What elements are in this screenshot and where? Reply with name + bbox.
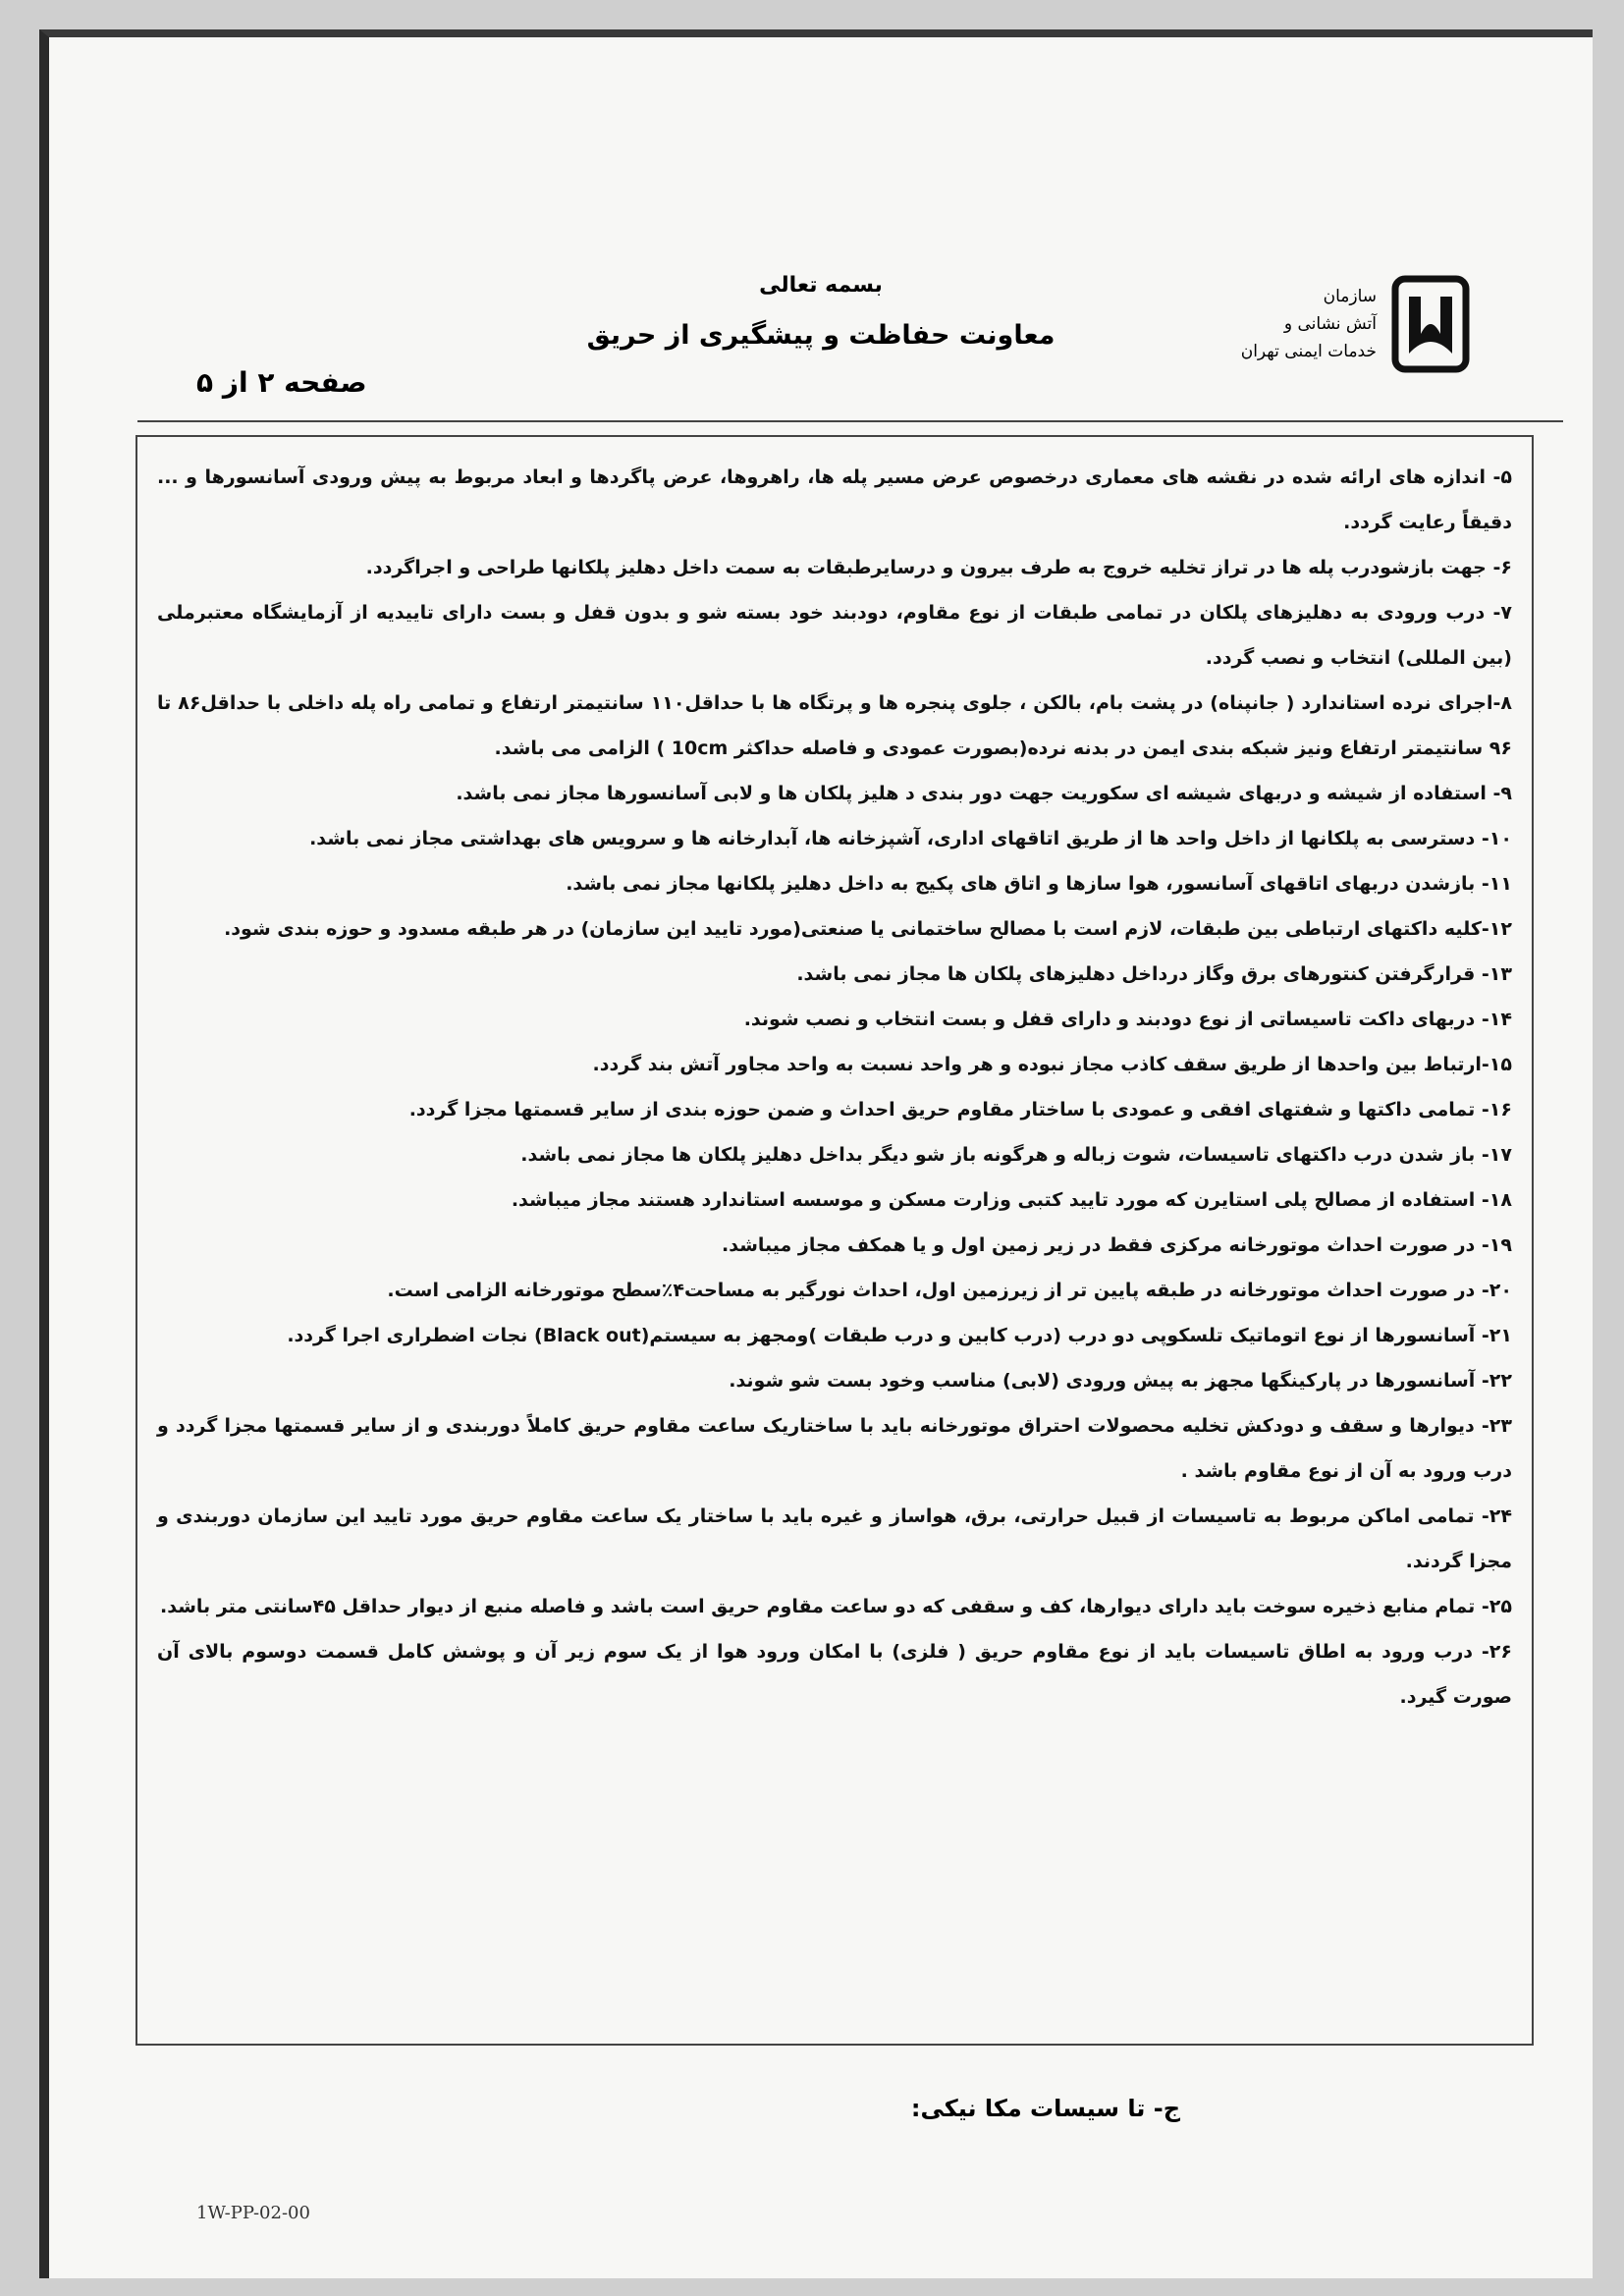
list-item: ۲۲- آسانسورها در پارکینگها مجهز به پیش ورودی (لابی) مناسب وخود بست شو شوند.: [729, 1370, 1512, 1392]
page-number: صفحه ۲ از ۵: [196, 366, 367, 399]
header-divider: [137, 420, 1563, 422]
requirements-box: [135, 435, 1534, 2046]
list-item: ۲۶- درب ورود به اطاق تاسیسات باید از نوع مقاوم حریق ( فلزی) با امکان ورود هوا از یک سوم زیر آن و پوشش کامل قسمت دوسوم بالای آن صورت گیرد.: [157, 1641, 1512, 1708]
document-page: [39, 29, 1593, 2278]
list-item: ۱۶- تمامی داکتها و شفتهای افقی و عمودی با ساختار مقاوم حریق احداث و ضمن حوزه بندی از سایر قسمتها مجزا گردد.: [408, 1099, 1512, 1121]
bismillah-heading: بسمه تعالی: [759, 273, 883, 298]
logo-line: آتش نشانی و: [1283, 314, 1377, 334]
list-item: ۱۹- در صورت احداث موتورخانه مرکزی فقط در زیر زمین اول و یا همکف مجاز میباشد.: [722, 1234, 1512, 1256]
logo-line: خدمات ایمنی تهران: [1240, 342, 1377, 361]
list-item: ۹- استفاده از شیشه و دربهای شیشه ای سکوریت جهت دور بندی د هلیز پلکان ها و لابی آسانسورها مجاز نمی باشد.: [456, 783, 1512, 804]
list-item: ۱۴- دربهای داکت تاسیساتی از نوع دودبند و دارای قفل و بست انتخاب و نصب شوند.: [743, 1009, 1512, 1030]
list-item: ۸-اجرای نرده استاندارد ( جانپناه) در پشت بام، بالکن ، جلوی پنجره ها و پرتگاه ها با حداقل۱۱۰ سانتیمتر ارتفاع و تمامی راه پله داخلی با حداقل۸۶ تا ۹۶ سانتیمتر ارتفاع ونیز شبکه بندی ایمن در بدنه نرده(بصورت عمودی و فاصله حداکثر 10cm ) الزامی می باشد.: [157, 692, 1512, 759]
logo-line: سازمان: [1323, 287, 1377, 306]
list-item: ۲۰- در صورت احداث موتورخانه در طبقه پایین تر از زیرزمین اول، احداث نورگیر به مساحت۴٪سطح موتورخانه الزامی است.: [387, 1280, 1512, 1301]
fire-department-emblem-icon: [1391, 275, 1470, 373]
department-title: معاونت حفاظت و پیشگیری از حریق: [586, 320, 1056, 351]
list-item: ۵- اندازه های ارائه شده در نقشه های معماری درخصوص عرض مسیر پله ها، راهروها، عرض پاگردها و ابعاد مربوط به پیش ورودی آسانسورها و ... دقیقاً رعایت گردد.: [157, 466, 1512, 533]
list-item: ۲۵- تمام منابع ذخیره سوخت باید دارای دیوارها، کف و سقفی که دو ساعت مقاوم حریق است باشد و فاصله منبع از دیوار حداقل ۴۵سانتی متر باشد.: [160, 1596, 1512, 1617]
list-item: ۱۳- قرارگرفتن کنتورهای برق وگاز درداخل دهلیزهای پلکان ها مجاز نمی باشد.: [796, 963, 1512, 985]
list-item: ۱۸- استفاده از مصالح پلی استایرن که مورد تایید کتبی وزارت مسکن و موسسه استاندارد هستند مجاز میباشد.: [511, 1189, 1512, 1211]
page-header: [49, 234, 1593, 420]
organization-logo: [1146, 275, 1470, 383]
list-item: ۷- درب ورودی به دهلیزهای پلکان در تمامی طبقات از نوع مقاوم، دودبند خود بسته شو و بدون قفل و بست دارای تاییدیه از آزمایشگاه معتبرملی (بین المللی) انتخاب و نصب گردد.: [157, 602, 1512, 669]
list-item: ۲۱- آسانسورها از نوع اتوماتیک تلسکوپی دو درب (درب کابین و درب طبقات )ومجهز به سیستم(Black out) نجات اضطراری اجرا گردد.: [287, 1325, 1512, 1346]
list-item: ۱۱- بازشدن دربهای اتاقهای آسانسور، هوا سازها و اتاق های پکیج به داخل دهلیز پلکانها مجاز نمی باشد.: [566, 873, 1512, 895]
list-item: ۱۲-کلیه داکتهای ارتباطی بین طبقات، لازم است با مصالح ساختمانی یا صنعتی(مورد تایید این سازمان) در هر طبقه مسدود و حوزه بندی شود.: [224, 918, 1512, 940]
list-item: ۲۴- تمامی اماکن مربوط به تاسیسات از قبیل حرارتی، برق، هواساز و غیره باید با ساختار یک ساعت مقاوم حریق مورد تایید این سازمان دوربندی و مجزا گردند.: [157, 1505, 1512, 1572]
list-item: ۲۳- دیوارها و سقف و دودکش تخلیه محصولات احتراق موتورخانه باید با ساختاریک ساعت مقاوم حریق کاملاً دوربندی و از سایر قسمتها مجزا گردد و درب ورود به آن از نوع مقاوم باشد .: [157, 1415, 1512, 1482]
list-item: ۱۷- باز شدن درب داکتهای تاسیسات، شوت زباله و هرگونه باز شو دیگر بداخل دهلیز پلکان ها مجاز نمی باشد.: [520, 1144, 1512, 1166]
list-item: ۱۰- دسترسی به پلکانها از داخل واحد ها از طریق اتاقهای اداری، آشپزخانه ها، آبدارخانه ها و سرویس های بهداشتی مجاز نمی باشد.: [309, 828, 1512, 849]
document-code: 1W-PP-02-00: [196, 2203, 310, 2223]
logo-text: [1241, 283, 1377, 365]
section-heading-mechanical: ج- تا سیسات مکا نیکی:: [910, 2095, 1180, 2122]
list-item: ۱۵-ارتباط بین واحدها از طریق سقف کاذب مجاز نبوده و هر واحد نسبت به واحد مجاور آتش بند گردد.: [592, 1054, 1512, 1075]
list-item: ۶- جهت بازشودرب پله ها در تراز تخلیه خروج به طرف بیرون و درسایرطبقات به سمت داخل دهلیز پلکانها طراحی و اجراگردد.: [365, 557, 1512, 578]
